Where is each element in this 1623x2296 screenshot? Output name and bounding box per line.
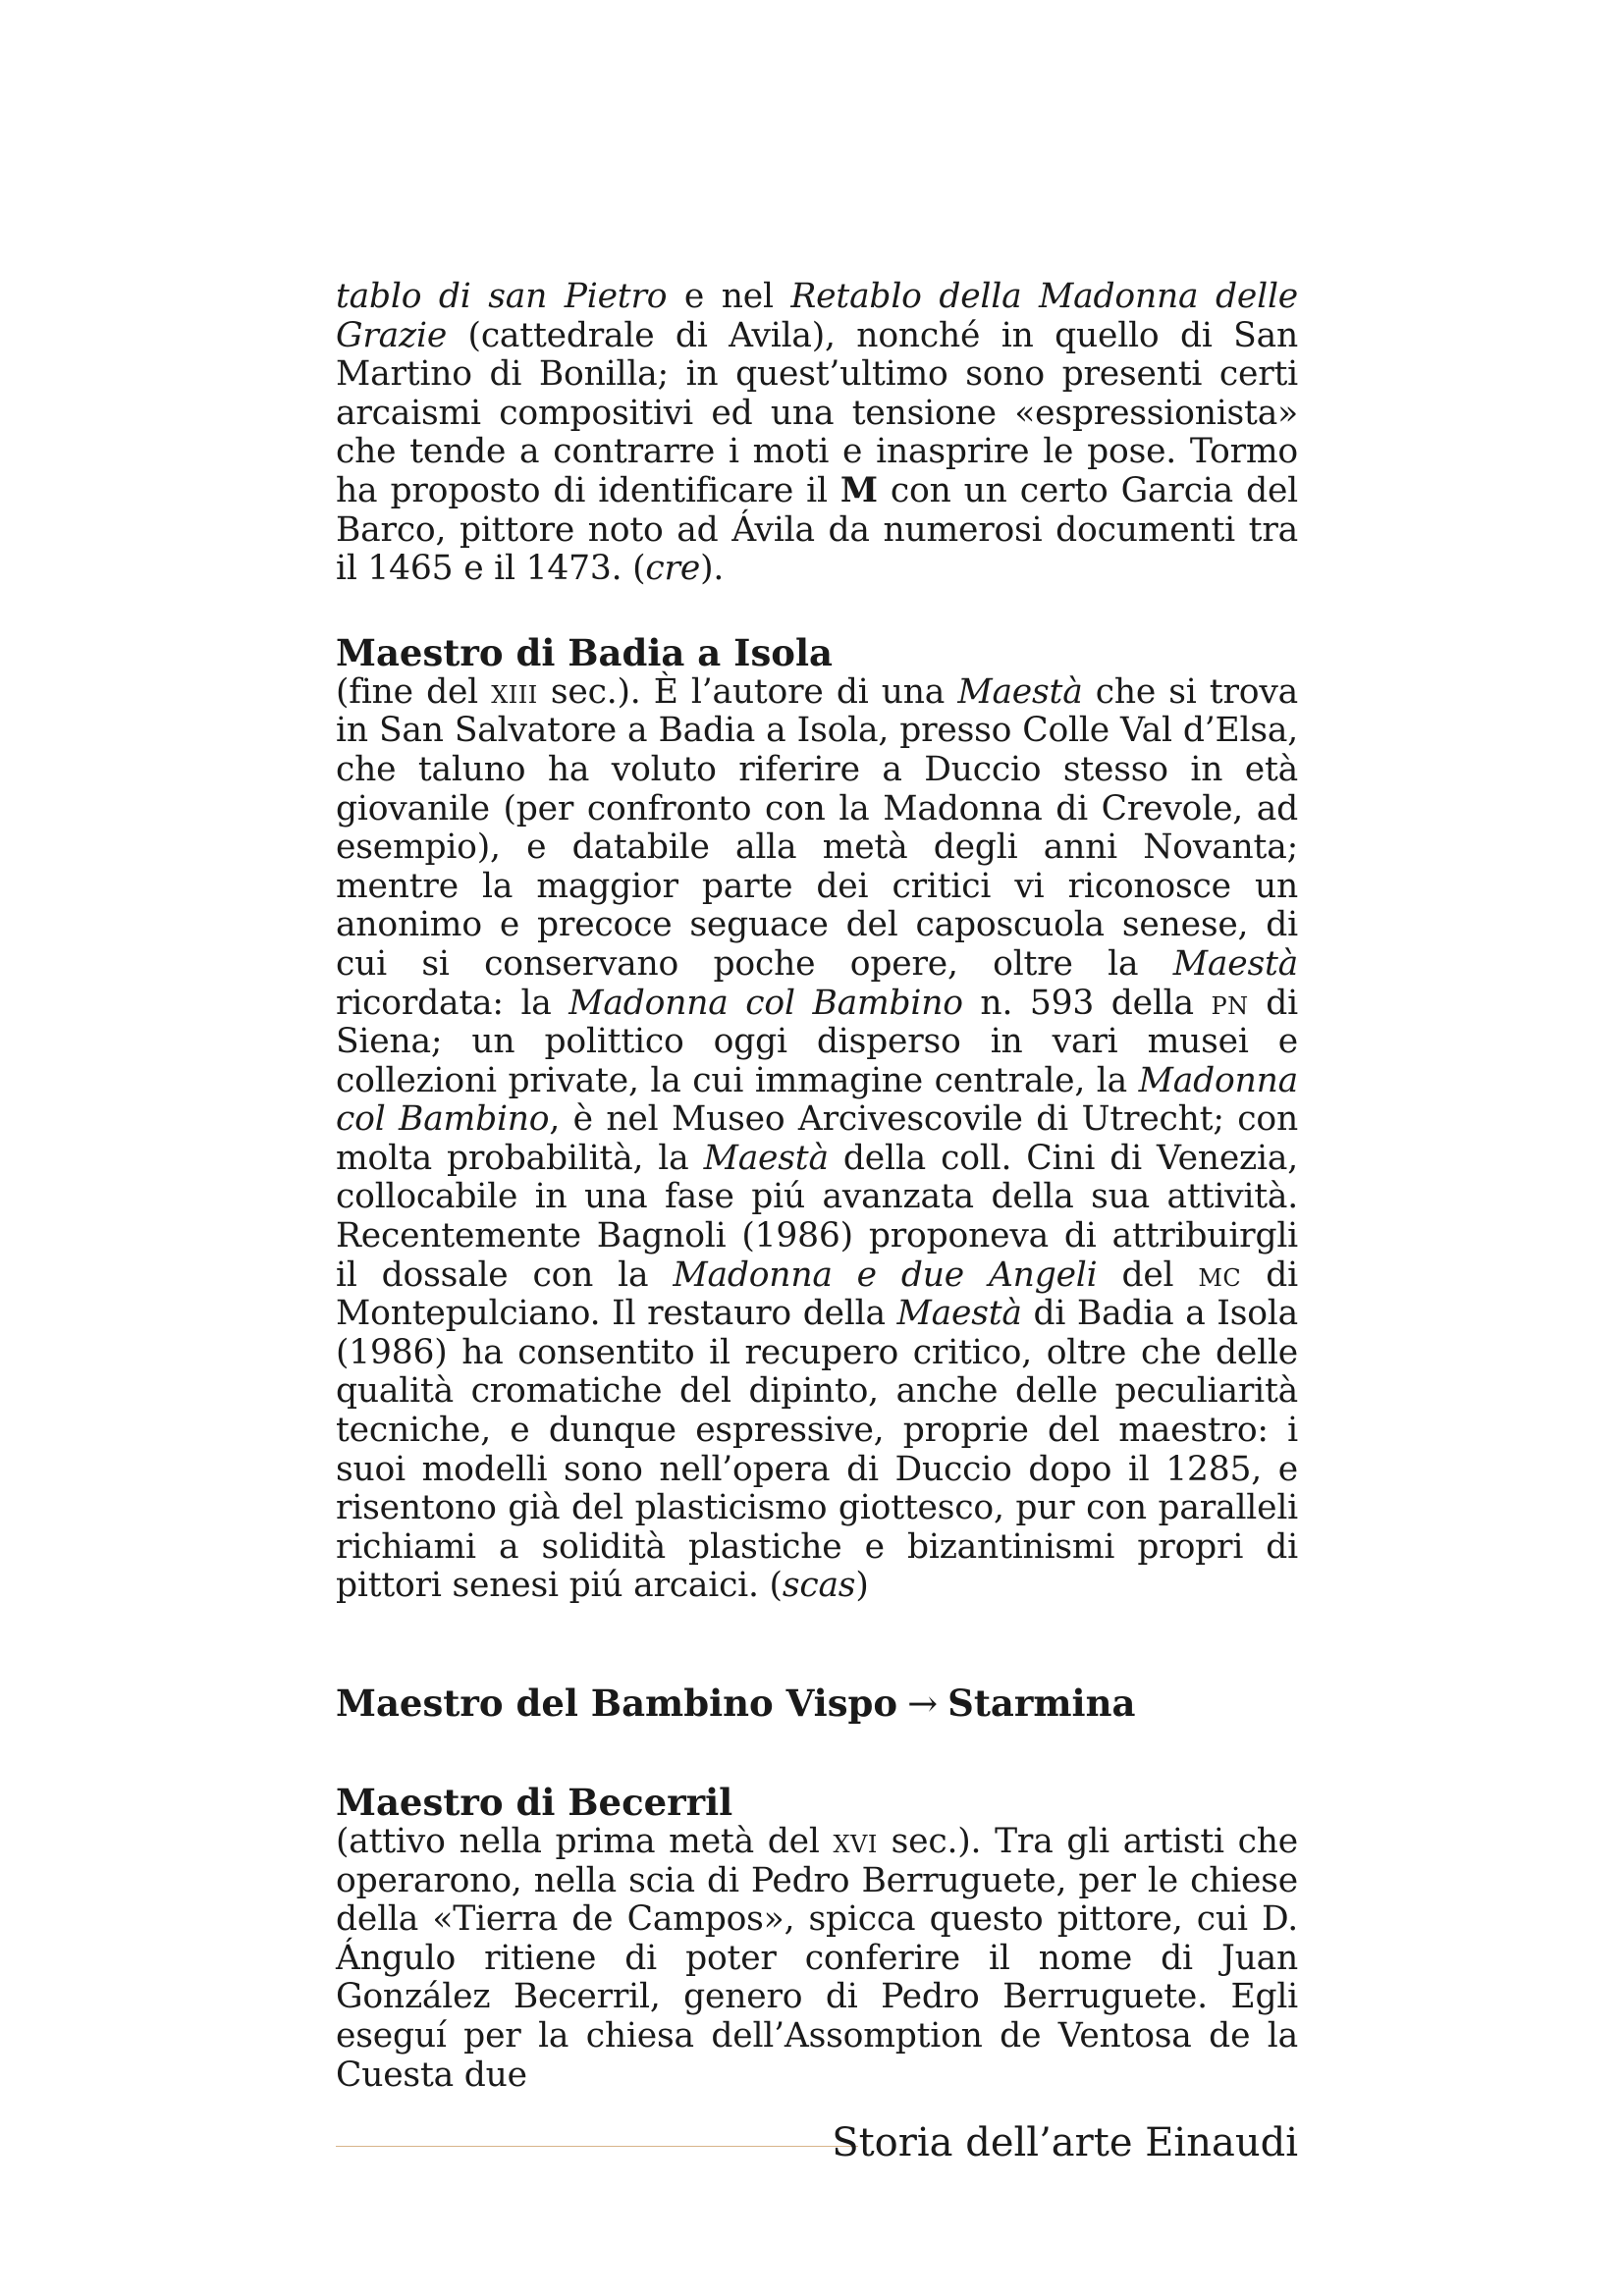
text-run: (cattedrale di Avila), nonché in quello di San Martino di Bonilla; in quest’ultimo sono presenti certi arcaismi compositivi ed una tensione «espressionista» che tende a contrarre i moti e inasprire le pose. Tormo ha proposto di identificare il [336, 315, 1298, 510]
entry-body-badia-a-isola [336, 673, 1298, 1606]
entry-title-text: Maestro del Bambino Vispo [336, 1682, 898, 1725]
text-run: sec.). Tra gli artisti che operarono, nella scia di Pedro Berruguete, per le chiese della «Tierra de Campos», spicca questo pittore, cui D. Ángulo ritiene di poter conferire il nome di Juan González Becerril, genero di Pedro Berruguete. Egli eseguí per la chiesa dell’Assomption de Ventosa de la Cuesta due [336, 1822, 1298, 2095]
text-run: Madonna col Bambino [336, 1060, 1298, 1140]
text-run: Madonna col Bambino [568, 983, 963, 1023]
text-run: (attivo nella prima metà del [336, 1822, 834, 1861]
text-run: tablo di san Pietro [336, 277, 668, 316]
text-run: Maestà [1172, 943, 1298, 984]
text-run: Maestà [896, 1294, 1022, 1334]
text-run: , è nel Museo Arcivescovile di Utrecht; con molta probabilità, la [336, 1099, 1298, 1178]
text-run: Maestà [703, 1138, 829, 1178]
text-run: Retablo della Madonna delle Grazie [336, 277, 1298, 355]
text-run: e nel [667, 277, 791, 316]
page-body [336, 278, 1298, 2095]
text-run: n. 593 della [962, 983, 1212, 1023]
page-footer [336, 2118, 1298, 2167]
text-run: della coll. Cini di Venezia, collocabile in una fase piú avanzata della sua attività. Recentemente Bagnoli (1986) proponeva di attribuirgli il dossale con la [336, 1138, 1298, 1295]
text-run: ricordata: la [336, 983, 569, 1023]
text-run: xiii [491, 671, 538, 712]
text-run: con un certo Garcia del Barco, pittore noto ad Ávila da numerosi documenti tra il 1465 e il 1473. ( [336, 470, 1299, 589]
continuation-paragraph [336, 278, 1298, 589]
text-run: ) [855, 1566, 869, 1606]
text-run: di Badia a Isola (1986) ha consentito il recupero critico, oltre che delle qualità cromatiche del dipinto, anche delle peculiarità tecniche, e dunque espressive, proprie del maestro: i suoi modelli sono nell’opera di Duccio dopo il 1285, e risentono già del plasticismo giottesco, pur con paralleli richiami a solidità plastiche e bizantinismi propri di pittori senesi piú arcaici. ( [336, 1294, 1298, 1606]
entry-title-badia-a-isola: Maestro di Badia a Isola [336, 630, 833, 674]
text-run: Maestà [957, 671, 1083, 712]
text-run: mc [1198, 1255, 1242, 1295]
text-run: che si trova in San Salvatore a Badia a Isola, presso Colle Val d’Elsa, che taluno ha voluto riferire a Duccio stesso in età giovanile (per confronto con la Madonna di Crevole, ad esempio), e databile alla metà degli anni Novanta; mentre la maggior parte dei critici vi riconosce un anonimo e precoce seguace del caposcuola senese, di cui si conservano poche opere, oltre la [336, 671, 1298, 984]
text-run: M [839, 470, 878, 510]
text-run: xvi [833, 1822, 878, 1861]
text-run: di Siena; un polittico oggi disperso in vari musei e collezioni private, la cui immagine centrale, la [336, 983, 1299, 1100]
cross-reference-link[interactable]: Starmina [947, 1682, 1136, 1725]
footer-rule [336, 2146, 858, 2147]
entry-title-becerril: Maestro di Becerril [336, 1781, 733, 1824]
entry-title-bambino-vispo [336, 1682, 1298, 1725]
text-run: del [1097, 1255, 1199, 1295]
cross-reference-arrow-icon: → [907, 1682, 939, 1725]
text-run: scas [782, 1566, 856, 1606]
entry-body-becerril [336, 1823, 1298, 2095]
text-run: pn [1211, 983, 1249, 1023]
footer-publication-title: Storia dell’arte Einaudi [832, 2120, 1298, 2165]
text-run: sec.). È l’autore di una [537, 671, 958, 712]
text-run: (fine del [336, 671, 492, 712]
text-run: ). [700, 549, 725, 589]
text-run: di Montepulciano. Il restauro della [336, 1255, 1298, 1334]
text-run: Madonna e due Angeli [673, 1255, 1098, 1295]
text-run: cre [645, 549, 701, 589]
